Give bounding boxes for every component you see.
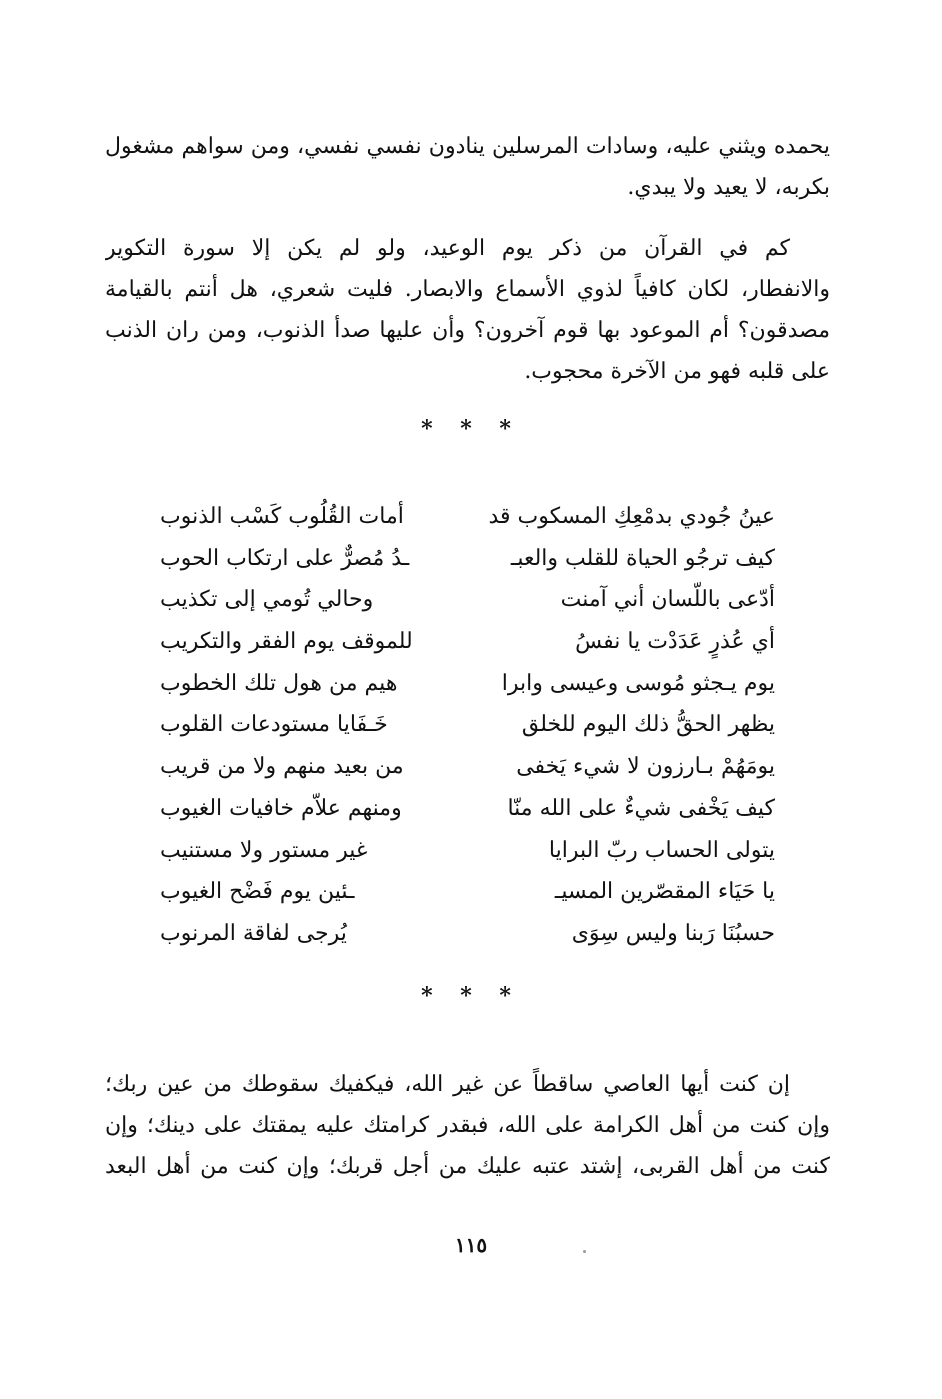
poem-verse <box>160 788 775 830</box>
text-line: والانفطار، لكان كافياً لذوي الأسماع والابصار. فليت شعري، هل أنتم بالقيامة <box>105 277 830 302</box>
verse-first-hemistich: يظهر الحقُّ ذلك اليوم للخلق <box>521 712 775 738</box>
verse-second-hemistich: يُرجى لفاقة المرنوب <box>160 920 347 946</box>
poem-verse <box>160 746 775 788</box>
poem-verse <box>160 621 775 663</box>
paragraph-3 <box>105 1064 830 1187</box>
text-line: كنت من أهل القربى، إشتد عتبه عليك من أجل قربك؛ وإن كنت من أهل البعد <box>105 1154 830 1179</box>
verse-second-hemistich: أمات القُلُوب كَسْب الذنوب <box>160 504 404 529</box>
text-line: يحمده ويثني عليه، وسادات المرسلين ينادون نفسي نفسي، ومن سواهم مشغول <box>105 134 830 159</box>
verse-first-hemistich: أي عُذرٍ عَدَدْت يا نفسُ <box>575 629 775 655</box>
verse-second-hemistich: ـدُ مُصرٌّ على ارتكاب الحوب <box>160 545 410 571</box>
section-separator: * * * <box>421 983 521 1009</box>
text-line: مصدقون؟ أم الموعود بها قوم آخرون؟ وأن عليها صدأ الذنوب، ومن ران الذنب <box>105 318 830 343</box>
text-line: على قلبه فهو من الآخرة محجوب. <box>524 359 830 384</box>
poem <box>160 496 775 955</box>
section-separator: * * * <box>421 416 521 442</box>
verse-second-hemistich: هيم من هول تلك الخطوب <box>160 670 398 696</box>
scan-speck <box>583 1250 586 1253</box>
poem-verse <box>160 496 775 538</box>
verse-first-hemistich: يتولى الحساب ربّ البرايا <box>548 837 775 863</box>
paragraph-1 <box>105 126 830 208</box>
verse-second-hemistich: غير مستور ولا مستنيب <box>160 837 368 863</box>
poem-verse <box>160 830 775 872</box>
verse-first-hemistich: يا حَيَاء المقصّرين المسيـ <box>554 879 775 905</box>
text-line: بكربه، لا يعيد ولا يبدي. <box>627 175 830 200</box>
text-line: إن كنت أيها العاصي ساقطاً عن غير الله، فيكفيك سقوطك من عين ربك؛ <box>105 1072 790 1097</box>
verse-first-hemistich: كيف ترجُو الحياة للقلب والعبـ <box>510 545 775 571</box>
text-line: وإن كنت من أهل الكرامة على الله، فبقدر كرامتك عليه يمقتك على دينك؛ وإن <box>105 1113 830 1138</box>
verse-second-hemistich: ـئين يوم فَضْح الغيوب <box>160 879 355 905</box>
verse-second-hemistich: خَـفَايا مستودعات القلوب <box>160 712 388 738</box>
verse-first-hemistich: يومَهُمْ بـارزون لا شيء يَخفى <box>516 754 775 780</box>
verse-second-hemistich: للموقف يوم الفقر والتكريب <box>160 629 413 655</box>
poem-verse <box>160 871 775 913</box>
poem-verse <box>160 704 775 746</box>
text-line: كم في القرآن من ذكر يوم الوعيد، ولو لم يكن إلا سورة التكوير <box>105 236 790 261</box>
verse-first-hemistich: يوم يـجثو مُوسى وعيسى وابرا <box>501 670 775 696</box>
verse-first-hemistich: عينُ جُودي بدمْعِكِ المسكوب قد <box>488 504 775 529</box>
verse-second-hemistich: ومنهم علاّم خافيات الغيوب <box>160 795 402 821</box>
paragraph-2 <box>105 228 830 392</box>
verse-first-hemistich: أدّعى باللّسان أني آمنت <box>560 587 775 613</box>
verse-first-hemistich: كيف يَخْفى شيءٌ على الله منّا <box>507 795 775 821</box>
poem-verse <box>160 538 775 580</box>
verse-first-hemistich: حسبُنَا رَبنا وليس سِوَى <box>571 920 775 946</box>
poem-verse <box>160 579 775 621</box>
page-number: ١١٥ <box>454 1233 488 1257</box>
verse-second-hemistich: من بعيد منهم ولا من قريب <box>160 754 404 780</box>
poem-verse <box>160 663 775 705</box>
verse-second-hemistich: وحالي تُومي إلى تكذيب <box>160 587 374 613</box>
poem-verse <box>160 913 775 955</box>
